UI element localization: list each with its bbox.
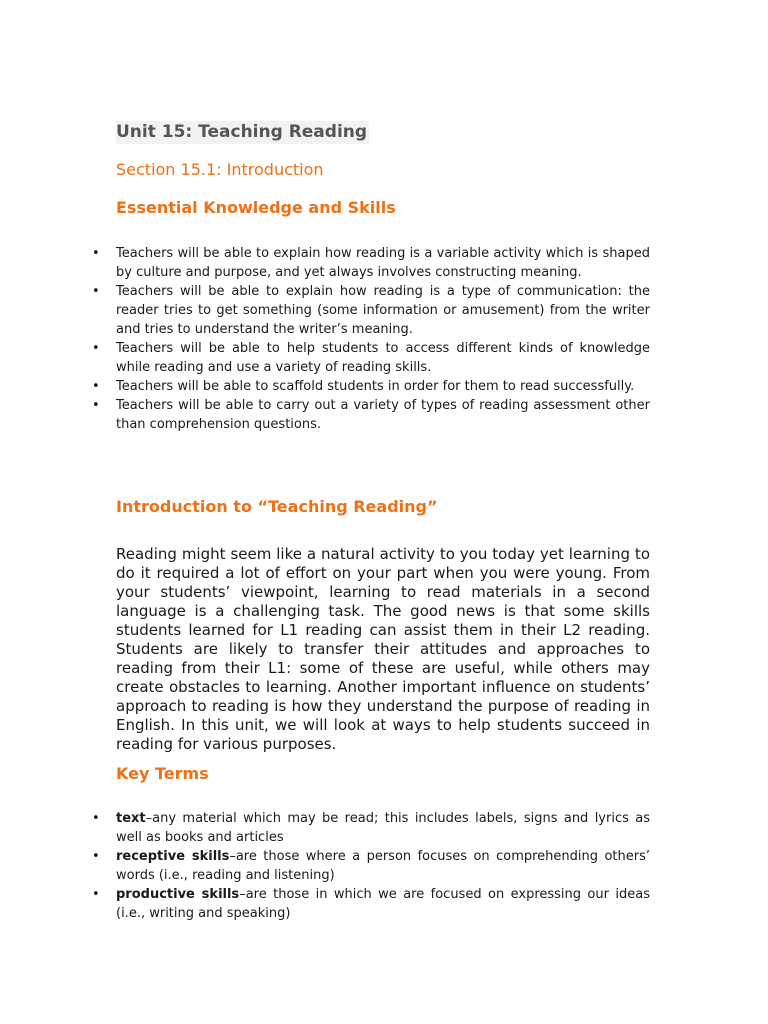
unit-title: Unit 15: Teaching Reading (116, 122, 368, 142)
list-item: • Teachers will be able to scaffold students in order for them to read successfully. (116, 377, 650, 396)
key-term-name: productive skills (116, 887, 240, 902)
key-terms-list (116, 809, 650, 923)
list-item: • Teachers will be able to explain how reading is a variable activity which is shaped by culture and purpose, and yet always involves constructing meaning. (116, 244, 650, 282)
key-term-item (116, 809, 650, 847)
essential-knowledge-heading: Essential Knowledge and Skills (116, 198, 396, 217)
section-title: Section 15.1: Introduction (116, 160, 324, 179)
key-term-definition: –are those in which we are focused on expressing our ideas (i.e., writing and speaking) (116, 887, 650, 921)
key-term-item (116, 885, 650, 923)
key-terms-heading: Key Terms (116, 764, 209, 783)
intro-paragraph: Reading might seem like a natural activity to you today yet learning to do it required a lot of effort on your part when you were young. From your students’ viewpoint, learning to read materials in a second language is a challenging task. The good news is that some skills students learned for L1 reading can assist them in their L2 reading. Students are likely to transfer their attitudes and approaches to reading from their L1: some of these are useful, while others may create obstacles to learning. Another important influence on students’ approach to reading is how they understand the purpose of reading in English. In this unit, we will look at ways to help students succeed in reading for various purposes. (116, 545, 650, 753)
key-term-name: receptive skills (116, 849, 230, 864)
essential-knowledge-list (116, 244, 650, 434)
key-term-item (116, 847, 650, 885)
key-term-name: text (116, 811, 146, 826)
list-item: • Teachers will be able to carry out a variety of types of reading assessment other than comprehension questions. (116, 396, 650, 434)
intro-heading: Introduction to “Teaching Reading” (116, 497, 438, 516)
list-item: • Teachers will be able to explain how reading is a type of communication: the reader tries to get something (some information or amusement) from the writer and tries to understand the writer’s meaning. (116, 282, 650, 339)
list-item: • Teachers will be able to help students to access different kinds of knowledge while reading and use a variety of reading skills. (116, 339, 650, 377)
key-term-definition: –are those where a person focuses on comprehending others’ words (i.e., reading and listening) (116, 849, 650, 883)
key-term-definition: –any material which may be read; this includes labels, signs and lyrics as well as books and articles (116, 811, 650, 845)
